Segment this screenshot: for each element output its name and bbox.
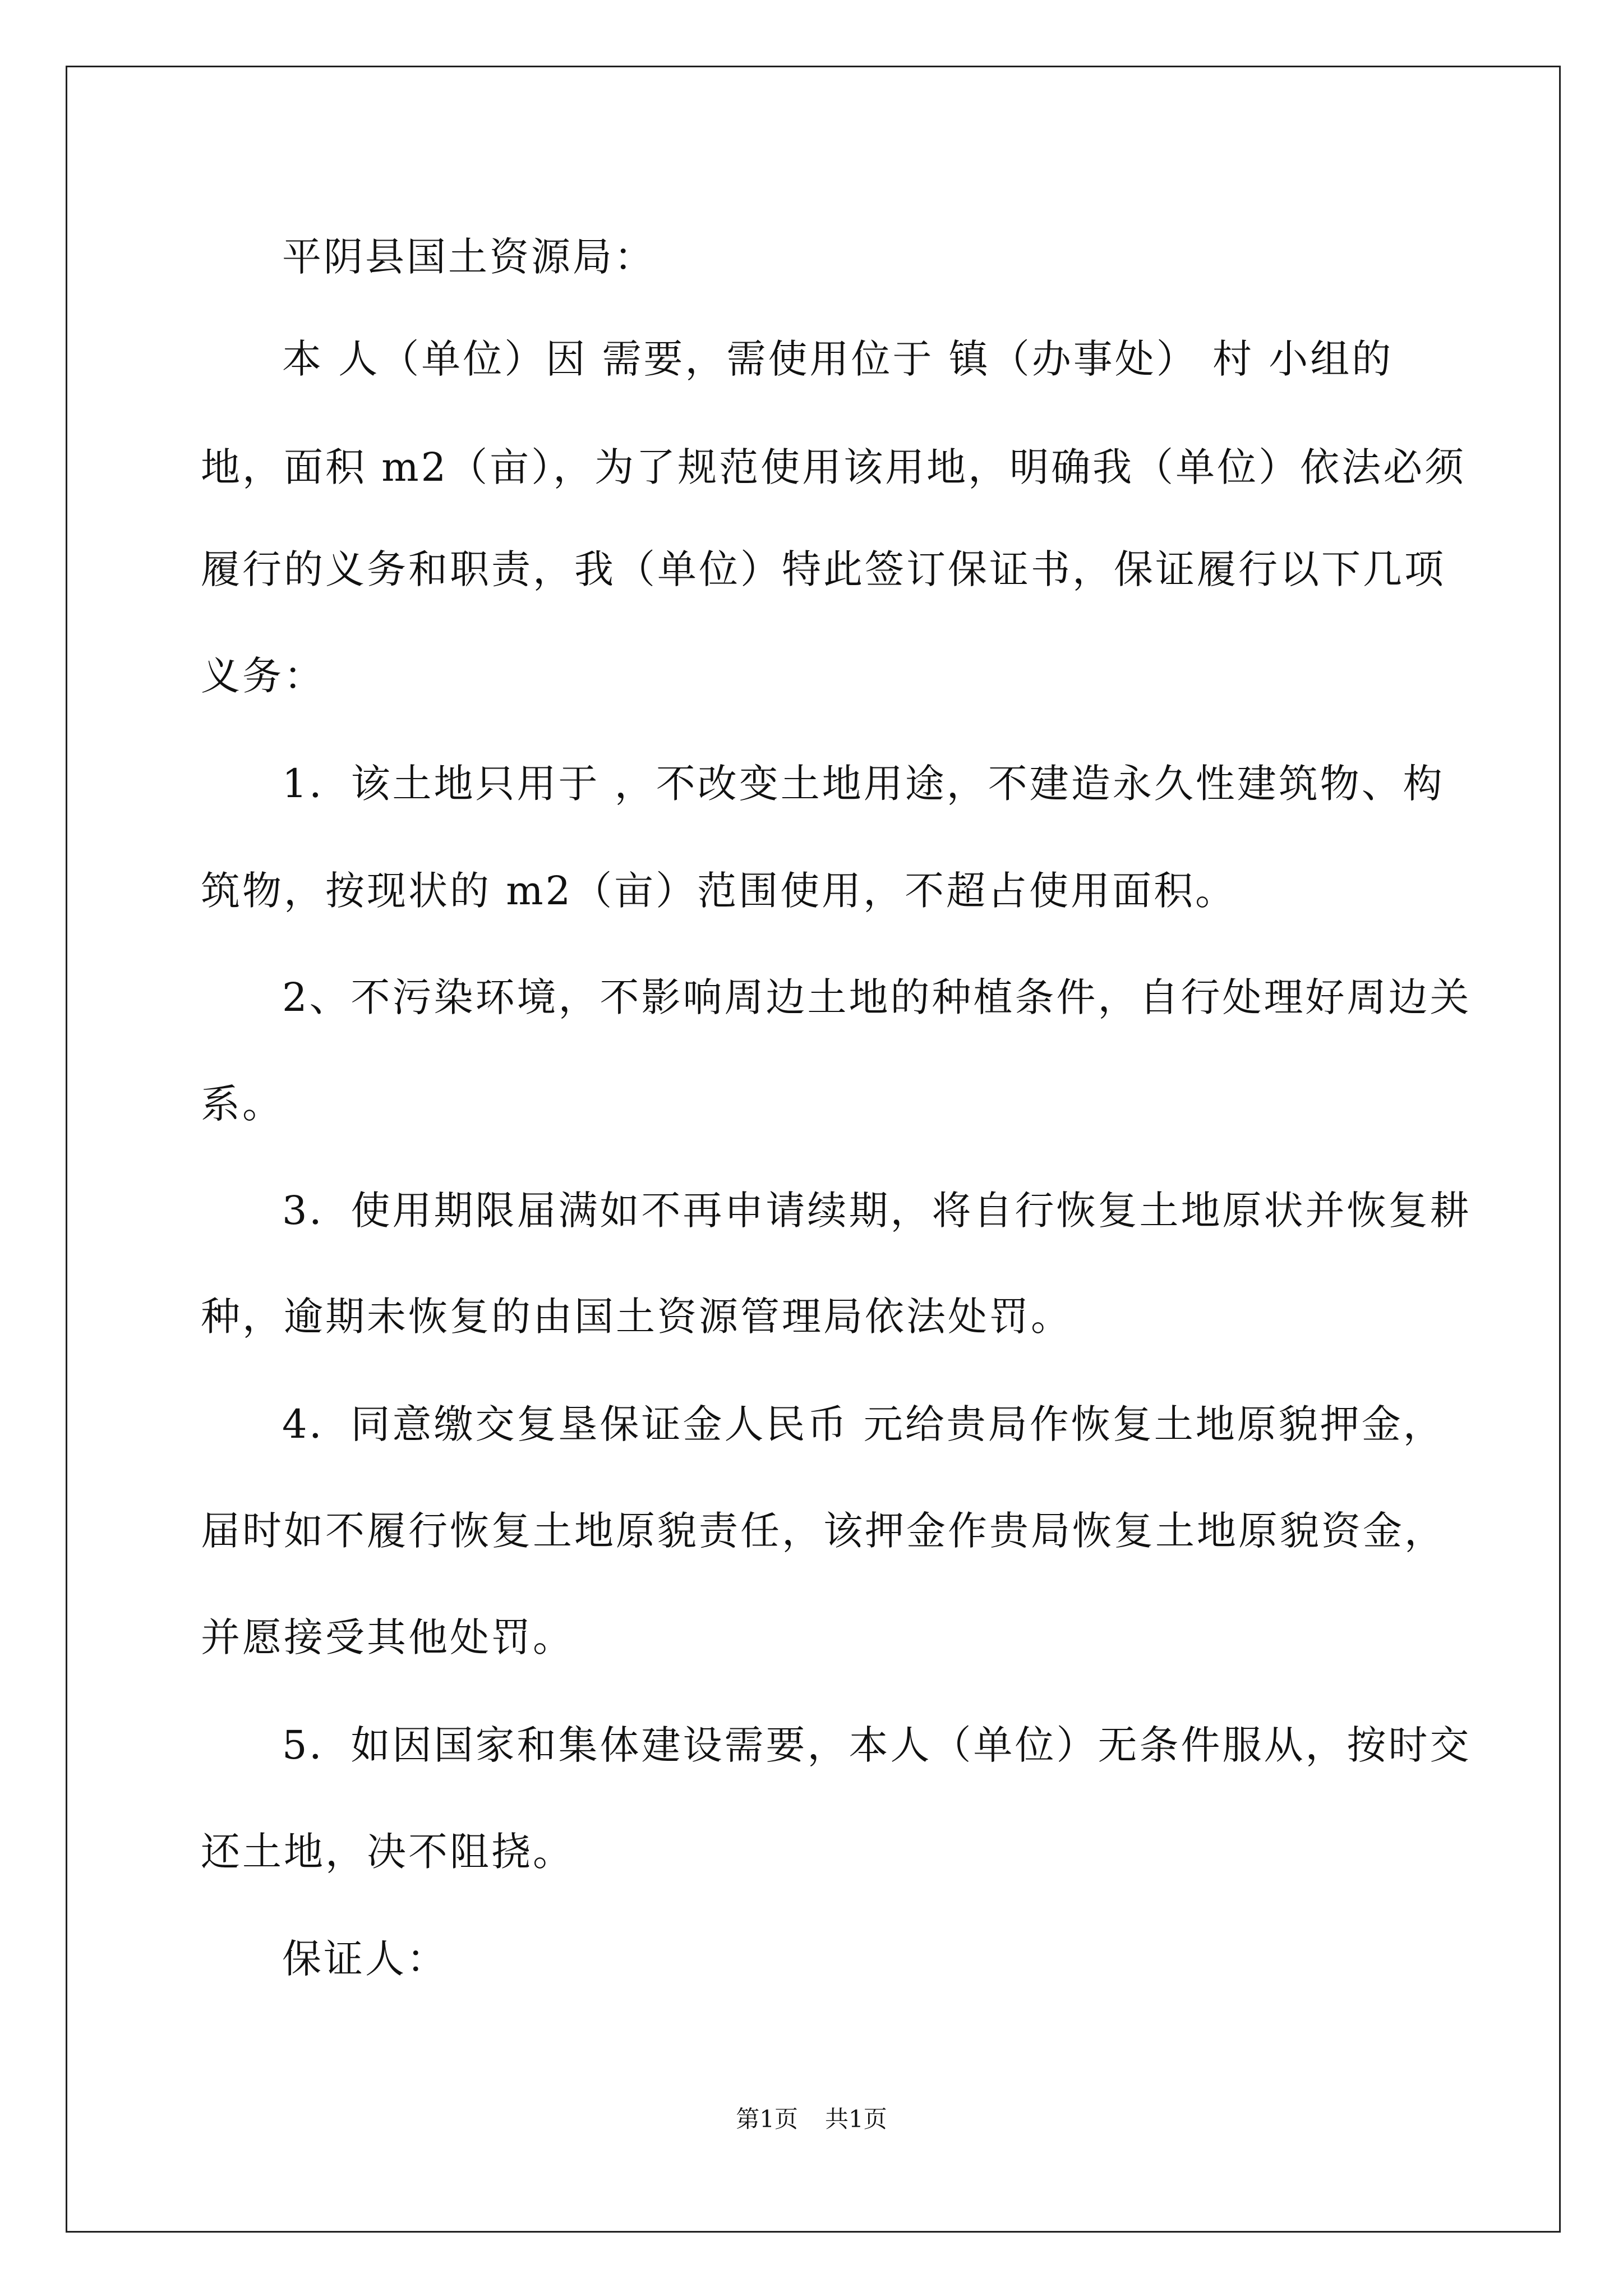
item-5-line-1: 5．如因国家和集体建设需要，本人（单位）无条件服从，按时交 [282, 1722, 1472, 1768]
paragraph-1-line-2: 地，面积 m2（亩），为了规范使用该用地，明确我（单位）依法必须 [201, 444, 1467, 490]
page-number: 第1页 [736, 2105, 798, 2133]
paragraph-1-line-1: 本 人（单位）因 需要，需使用位于 镇（办事处） 村 小组的 [282, 336, 1394, 382]
item-4-line-3: 并愿接受其他处罚。 [201, 1614, 574, 1660]
item-4-line-2: 届时如不履行恢复土地原貌责任，该押金作贵局恢复土地原貌资金， [201, 1508, 1446, 1554]
item-3-line-2: 种，逾期未恢复的由国土资源管理局依法处罚。 [201, 1294, 1072, 1340]
page-total: 共1页 [825, 2105, 887, 2133]
item-3-line-1: 3．使用期限届满如不再申请续期，将自行恢复土地原状并恢复耕 [282, 1188, 1472, 1234]
page-footer [0, 2102, 1623, 2136]
item-1-line-1: 1．该土地只用于 ，不改变土地用途，不建造永久性建筑物、构 [282, 761, 1445, 807]
item-2-line-1: 2、不污染环境，不影响周边土地的种植条件，自行处理好周边关 [282, 974, 1472, 1020]
guarantor-label: 保证人： [282, 1936, 448, 1982]
item-1-line-2: 筑物，按现状的 m2（亩）范围使用，不超占使用面积。 [201, 868, 1237, 914]
salutation: 平阴县国土资源局： [282, 234, 656, 280]
paragraph-1-line-4: 义务： [201, 653, 325, 699]
paragraph-1-line-3: 履行的义务和职责，我（单位）特此签订保证书，保证履行以下几项 [201, 546, 1446, 592]
item-5-line-2: 还土地，决不阻挠。 [201, 1829, 574, 1875]
page-border [66, 66, 1561, 2233]
item-4-line-1: 4．同意缴交复垦保证金人民币 元给贵局作恢复土地原貌押金， [282, 1401, 1445, 1447]
item-2-line-2: 系。 [201, 1081, 284, 1127]
